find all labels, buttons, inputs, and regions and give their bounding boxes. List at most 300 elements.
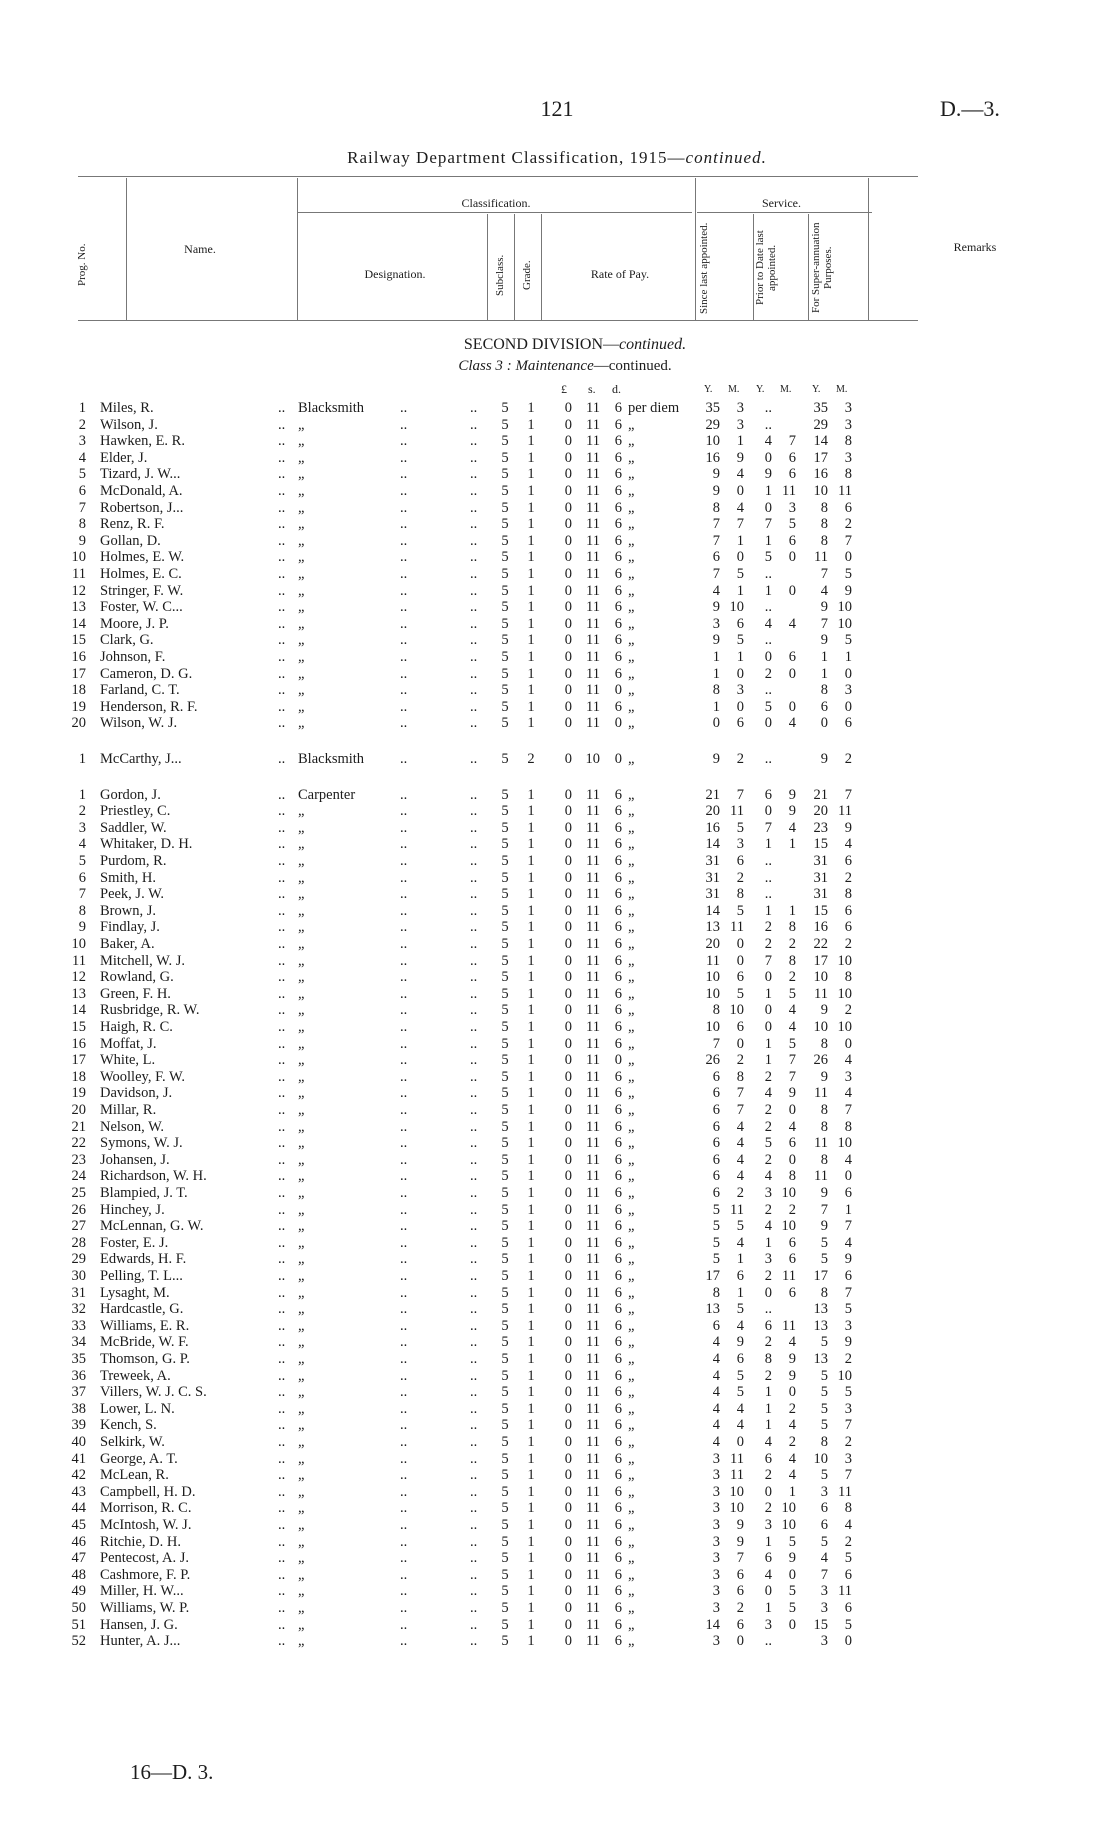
- table-row: [0, 1500, 1114, 1517]
- employee-name: Elder, J.: [100, 449, 148, 466]
- table-row: [0, 466, 1114, 483]
- super-months: 8: [844, 1118, 852, 1135]
- super-months: 7: [844, 1417, 852, 1434]
- pay-shillings: 11: [586, 532, 600, 549]
- table-row: [0, 986, 1114, 1003]
- prior-months: 9: [788, 803, 796, 820]
- subclass: 5: [501, 751, 509, 767]
- pay-period: „: [628, 1301, 635, 1318]
- prior-years: 6: [764, 1550, 772, 1567]
- subclass: 5: [501, 698, 509, 715]
- dot-leader: ..: [400, 1218, 408, 1235]
- pay-pence: 0: [614, 751, 622, 767]
- since-months: 4: [736, 1135, 744, 1152]
- pay-shillings: 11: [586, 615, 600, 632]
- pay-pence: 6: [614, 532, 622, 549]
- prior-months: 7: [788, 433, 796, 450]
- dot-leader: ..: [278, 1035, 286, 1052]
- dot-leader: ..: [470, 1085, 478, 1102]
- pay-period: „: [628, 1151, 635, 1168]
- employee-name: Green, F. H.: [100, 985, 171, 1002]
- prior-months: 4: [788, 1019, 796, 1035]
- subclass: 5: [501, 952, 509, 969]
- subclass: 5: [501, 549, 509, 566]
- pay-pounds: 0: [564, 665, 572, 682]
- dot-leader: ..: [278, 1284, 286, 1301]
- designation: „: [298, 1002, 305, 1019]
- subclass: 5: [501, 466, 509, 483]
- prog-no: 8: [78, 902, 86, 919]
- prior-months: 9: [788, 1367, 796, 1384]
- since-years: 14: [705, 1616, 720, 1633]
- prior-months: 10: [781, 1218, 796, 1235]
- prior-years: 1: [764, 1533, 772, 1550]
- since-years: 9: [712, 466, 720, 483]
- designation: „: [298, 715, 305, 732]
- since-years: 31: [705, 869, 720, 886]
- dot-leader: ..: [278, 682, 286, 699]
- dot-leader: ..: [470, 449, 478, 466]
- since-months: 5: [736, 632, 744, 649]
- prior-years: ..: [764, 1301, 772, 1318]
- since-months: 6: [736, 969, 744, 986]
- pay-period: „: [628, 1384, 635, 1401]
- pay-shillings: 11: [586, 1517, 600, 1533]
- employee-name: Edwards, H. F.: [100, 1251, 187, 1268]
- super-years: 15: [813, 836, 828, 853]
- prior-months: 0: [788, 1102, 796, 1118]
- since-months: 0: [736, 1633, 744, 1650]
- prior-months: 4: [788, 1118, 796, 1135]
- employee-name: Whitaker, D. H.: [100, 836, 193, 853]
- table-row: [0, 1617, 1114, 1634]
- since-years: 0: [712, 715, 720, 732]
- prog-no: 16: [71, 1035, 86, 1052]
- dot-leader: ..: [278, 1218, 286, 1235]
- class-continued: —continued.: [593, 358, 672, 374]
- pay-pence: 6: [614, 919, 622, 936]
- since-months: 5: [736, 985, 744, 1002]
- pay-pence: 6: [614, 969, 622, 986]
- table-row: [0, 1550, 1114, 1567]
- dot-leader: ..: [400, 1583, 408, 1600]
- grade: 1: [527, 1268, 535, 1284]
- since-years: 3: [712, 1450, 720, 1467]
- grade: 1: [527, 416, 535, 433]
- super-years: 6: [820, 698, 828, 715]
- since-years: 6: [712, 1068, 720, 1085]
- prior-months: 10: [781, 1500, 796, 1517]
- pay-pounds: 0: [564, 1052, 572, 1069]
- designation: „: [298, 1251, 305, 1268]
- dot-leader: ..: [470, 1566, 478, 1583]
- designation: „: [298, 1533, 305, 1550]
- pay-shillings: 11: [586, 1367, 600, 1384]
- dot-leader: ..: [470, 516, 478, 533]
- pay-pence: 6: [614, 466, 622, 483]
- super-years: 10: [813, 969, 828, 986]
- since-years: 26: [705, 1052, 720, 1069]
- prior-years: 1: [764, 836, 772, 853]
- dot-leader: ..: [400, 919, 408, 936]
- designation: „: [298, 1135, 305, 1152]
- super-years: 9: [820, 599, 828, 616]
- designation: „: [298, 566, 305, 582]
- prog-no: 3: [78, 819, 86, 836]
- pay-pence: 6: [614, 1550, 622, 1567]
- pay-pence: 6: [614, 985, 622, 1002]
- subclass: 5: [501, 1068, 509, 1085]
- since-months: 6: [736, 1268, 744, 1284]
- table-row: [0, 533, 1114, 550]
- prior-months: 5: [788, 1533, 796, 1550]
- pay-pounds: 0: [564, 466, 572, 483]
- pay-period: „: [628, 1185, 635, 1201]
- subclass: 5: [501, 1135, 509, 1152]
- service-rule: [697, 212, 872, 213]
- prior-years: 5: [764, 698, 772, 715]
- dot-leader: ..: [400, 499, 408, 516]
- subclass: 5: [501, 1633, 509, 1650]
- employee-name: Gordon, J.: [100, 786, 161, 803]
- pay-pence: 6: [614, 1135, 622, 1152]
- prior-years: 3: [764, 1517, 772, 1533]
- dot-leader: ..: [400, 433, 408, 450]
- dot-leader: ..: [400, 1268, 408, 1284]
- dot-leader: ..: [470, 582, 478, 599]
- designation: „: [298, 1268, 305, 1284]
- table-row: [0, 1301, 1114, 1318]
- super-months: 8: [844, 969, 852, 986]
- employee-name: Johansen, J.: [100, 1151, 170, 1168]
- dot-leader: ..: [400, 1384, 408, 1401]
- prior-years: ..: [764, 416, 772, 433]
- prior-years: 2: [764, 1500, 772, 1517]
- designation: „: [298, 665, 305, 682]
- prior-years: 6: [764, 1450, 772, 1467]
- table-row: [0, 649, 1114, 666]
- since-years: 3: [712, 1517, 720, 1533]
- table-row: [0, 1102, 1114, 1119]
- pay-period: „: [628, 516, 635, 533]
- prog-no: 50: [71, 1600, 86, 1616]
- pay-shillings: 11: [586, 1135, 600, 1152]
- super-months: 10: [837, 985, 852, 1002]
- prior-years: ..: [764, 869, 772, 886]
- dot-leader: ..: [278, 449, 286, 466]
- dot-leader: ..: [278, 1434, 286, 1450]
- pay-pence: 6: [614, 1583, 622, 1600]
- pay-shillings: 11: [586, 1400, 600, 1417]
- since-years: 6: [712, 1118, 720, 1135]
- employee-name: Smith, H.: [100, 869, 156, 886]
- prior-months: 5: [788, 1035, 796, 1052]
- super-years: 5: [820, 1334, 828, 1351]
- dot-leader: ..: [470, 819, 478, 836]
- pay-shillings: 11: [586, 902, 600, 919]
- prior-months: 2: [788, 1434, 796, 1450]
- pay-period: „: [628, 582, 635, 599]
- dot-leader: ..: [470, 1367, 478, 1384]
- pay-pence: 6: [614, 836, 622, 853]
- pay-pounds: 0: [564, 1434, 572, 1450]
- dot-leader: ..: [400, 936, 408, 952]
- pay-pence: 6: [614, 1367, 622, 1384]
- table-row: [0, 583, 1114, 600]
- pay-pounds: 0: [564, 1185, 572, 1201]
- since-months: 3: [736, 836, 744, 853]
- pay-shillings: 11: [586, 632, 600, 649]
- dot-leader: ..: [470, 1583, 478, 1600]
- pay-pounds: 0: [564, 1301, 572, 1318]
- super-months: 5: [844, 1384, 852, 1401]
- pay-pounds: 0: [564, 516, 572, 533]
- designation: „: [298, 516, 305, 533]
- pay-period: „: [628, 1002, 635, 1019]
- grade: 1: [527, 615, 535, 632]
- subclass: 5: [501, 1616, 509, 1633]
- employee-name: Tizard, J. W...: [100, 466, 181, 483]
- pay-pounds: 0: [564, 1317, 572, 1334]
- class-name: Maintenance: [515, 358, 594, 374]
- pay-shillings: 11: [586, 1434, 600, 1450]
- since-months: 5: [736, 1384, 744, 1401]
- subclass: 5: [501, 1234, 509, 1251]
- pay-pence: 6: [614, 803, 622, 820]
- dot-leader: ..: [400, 1185, 408, 1201]
- pay-pounds: 0: [564, 751, 572, 767]
- pay-pence: 6: [614, 1434, 622, 1450]
- designation: „: [298, 1019, 305, 1035]
- prior-years: 1: [764, 985, 772, 1002]
- super-months: 10: [837, 1135, 852, 1152]
- table-row: [0, 1583, 1114, 1600]
- dot-leader: ..: [400, 1102, 408, 1118]
- pay-pounds: 0: [564, 416, 572, 433]
- table-row: [0, 1268, 1114, 1285]
- designation: „: [298, 615, 305, 632]
- super-years: 9: [820, 1218, 828, 1235]
- prior-months: 7: [788, 1068, 796, 1085]
- since-months: 10: [729, 1500, 744, 1517]
- super-years: 17: [813, 449, 828, 466]
- dot-leader: ..: [278, 1517, 286, 1533]
- prog-no: 10: [71, 936, 86, 952]
- prior-months: 0: [788, 582, 796, 599]
- pay-period: „: [628, 466, 635, 483]
- dot-leader: ..: [278, 1351, 286, 1367]
- pay-shillings: 11: [586, 969, 600, 986]
- super-years: 10: [813, 483, 828, 499]
- grade: 1: [527, 1367, 535, 1384]
- table-row: [0, 1036, 1114, 1053]
- since-years: 7: [712, 516, 720, 533]
- employee-name: Moore, J. P.: [100, 615, 169, 632]
- super-years: 11: [814, 549, 828, 566]
- pay-period: „: [628, 1450, 635, 1467]
- grade: 1: [527, 1234, 535, 1251]
- dot-leader: ..: [278, 599, 286, 616]
- prior-years: 2: [764, 1118, 772, 1135]
- since-months: 9: [736, 449, 744, 466]
- dot-leader: ..: [278, 1068, 286, 1085]
- pay-pence: 6: [614, 649, 622, 665]
- dot-leader: ..: [400, 1201, 408, 1218]
- super-months: 10: [837, 1367, 852, 1384]
- designation: „: [298, 632, 305, 649]
- super-years: 9: [820, 751, 828, 767]
- employee-name: Clark, G.: [100, 632, 154, 649]
- super-months: 4: [844, 1151, 852, 1168]
- dot-leader: ..: [400, 682, 408, 699]
- super-years: 11: [814, 985, 828, 1002]
- table-row: [0, 699, 1114, 716]
- employee-name: Mitchell, W. J.: [100, 952, 185, 969]
- prog-no: 11: [72, 566, 86, 582]
- designation: „: [298, 985, 305, 1002]
- dot-leader: ..: [470, 1467, 478, 1484]
- super-months: 7: [844, 1467, 852, 1484]
- prog-no: 3: [78, 433, 86, 450]
- dot-leader: ..: [278, 1367, 286, 1384]
- super-months: 5: [844, 1616, 852, 1633]
- prior-years: 0: [764, 649, 772, 665]
- designation: „: [298, 1052, 305, 1069]
- dot-leader: ..: [470, 532, 478, 549]
- subclass: 5: [501, 449, 509, 466]
- subclass: 5: [501, 1251, 509, 1268]
- pay-period: „: [628, 649, 635, 665]
- prog-no: 44: [71, 1500, 86, 1517]
- super-months: 7: [844, 1102, 852, 1118]
- since-months: 0: [736, 483, 744, 499]
- prior-years: 1: [764, 1417, 772, 1434]
- header-classification: Classification.: [461, 196, 531, 210]
- pay-pence: 0: [614, 682, 622, 699]
- designation: „: [298, 1301, 305, 1318]
- pay-shillings: 11: [586, 819, 600, 836]
- prior-years: 0: [764, 969, 772, 986]
- designation: „: [298, 819, 305, 836]
- pay-shillings: 11: [586, 936, 600, 952]
- dot-leader: ..: [278, 400, 286, 416]
- pay-shillings: 11: [586, 1118, 600, 1135]
- super-months: 11: [838, 803, 852, 820]
- table-row: [0, 787, 1114, 804]
- dot-leader: ..: [278, 1467, 286, 1484]
- super-years: 16: [813, 919, 828, 936]
- pay-shillings: 11: [586, 836, 600, 853]
- page-footer: 16—D. 3.: [130, 1760, 214, 1784]
- pay-pence: 6: [614, 1234, 622, 1251]
- prior-years: ..: [764, 853, 772, 869]
- table-row: [0, 751, 1114, 768]
- dot-leader: ..: [470, 1384, 478, 1401]
- dot-leader: ..: [400, 1434, 408, 1450]
- pay-pounds: 0: [564, 1583, 572, 1600]
- designation: „: [298, 1317, 305, 1334]
- subclass: 5: [501, 902, 509, 919]
- pay-pounds: 0: [564, 836, 572, 853]
- dot-leader: ..: [278, 902, 286, 919]
- employee-name: Foster, E. J.: [100, 1234, 169, 1251]
- designation: Carpenter: [298, 786, 356, 803]
- grade: 1: [527, 803, 535, 820]
- pay-shillings: 11: [586, 1450, 600, 1467]
- super-months: 3: [844, 449, 852, 466]
- designation: „: [298, 599, 305, 616]
- super-months: 7: [844, 786, 852, 803]
- subclass: 5: [501, 416, 509, 433]
- subclass: 5: [501, 1052, 509, 1069]
- designation: „: [298, 1234, 305, 1251]
- dot-leader: ..: [278, 433, 286, 450]
- page-title: [0, 148, 1114, 168]
- col-divider: [541, 214, 542, 320]
- super-months: 0: [844, 1035, 852, 1052]
- designation: „: [298, 1633, 305, 1650]
- subclass: 5: [501, 582, 509, 599]
- prog-no: 15: [71, 1019, 86, 1035]
- grade: 1: [527, 682, 535, 699]
- grade: 1: [527, 1467, 535, 1484]
- prog-no: 14: [71, 1002, 86, 1019]
- prior-years: 3: [764, 1185, 772, 1201]
- table-row: [0, 1318, 1114, 1335]
- dot-leader: ..: [470, 1052, 478, 1069]
- subclass: 5: [501, 985, 509, 1002]
- prior-years: ..: [764, 599, 772, 616]
- prior-years: 4: [764, 1434, 772, 1450]
- dot-leader: ..: [400, 819, 408, 836]
- pay-shillings: 11: [586, 433, 600, 450]
- dot-leader: ..: [400, 803, 408, 820]
- pay-period: „: [628, 1500, 635, 1517]
- designation: „: [298, 649, 305, 665]
- super-years: 23: [813, 819, 828, 836]
- unit-months: M.: [728, 384, 740, 395]
- prog-no: 13: [71, 985, 86, 1002]
- pay-pounds: 0: [564, 952, 572, 969]
- pay-shillings: 11: [586, 698, 600, 715]
- since-years: 7: [712, 532, 720, 549]
- prior-years: 9: [764, 466, 772, 483]
- prior-months: 4: [788, 715, 796, 732]
- dot-leader: ..: [470, 649, 478, 665]
- super-years: 8: [820, 1102, 828, 1118]
- since-months: 0: [736, 952, 744, 969]
- grade: 1: [527, 886, 535, 903]
- dot-leader: ..: [470, 1168, 478, 1185]
- grade: 1: [527, 1301, 535, 1318]
- table-row: [0, 1069, 1114, 1086]
- prior-years: ..: [764, 1633, 772, 1650]
- prior-months: 6: [788, 649, 796, 665]
- prior-years: 2: [764, 1334, 772, 1351]
- prog-no: 11: [72, 952, 86, 969]
- table-row: [0, 1168, 1114, 1185]
- employee-name: Miller, H. W...: [100, 1583, 184, 1600]
- pay-shillings: 11: [586, 1002, 600, 1019]
- dot-leader: ..: [470, 1019, 478, 1035]
- subclass: 5: [501, 1483, 509, 1500]
- since-months: 3: [736, 416, 744, 433]
- super-years: 9: [820, 1068, 828, 1085]
- pay-shillings: 11: [586, 1550, 600, 1567]
- table-row: [0, 450, 1114, 467]
- table-row: [0, 500, 1114, 517]
- class-label: Class 3: [458, 358, 503, 374]
